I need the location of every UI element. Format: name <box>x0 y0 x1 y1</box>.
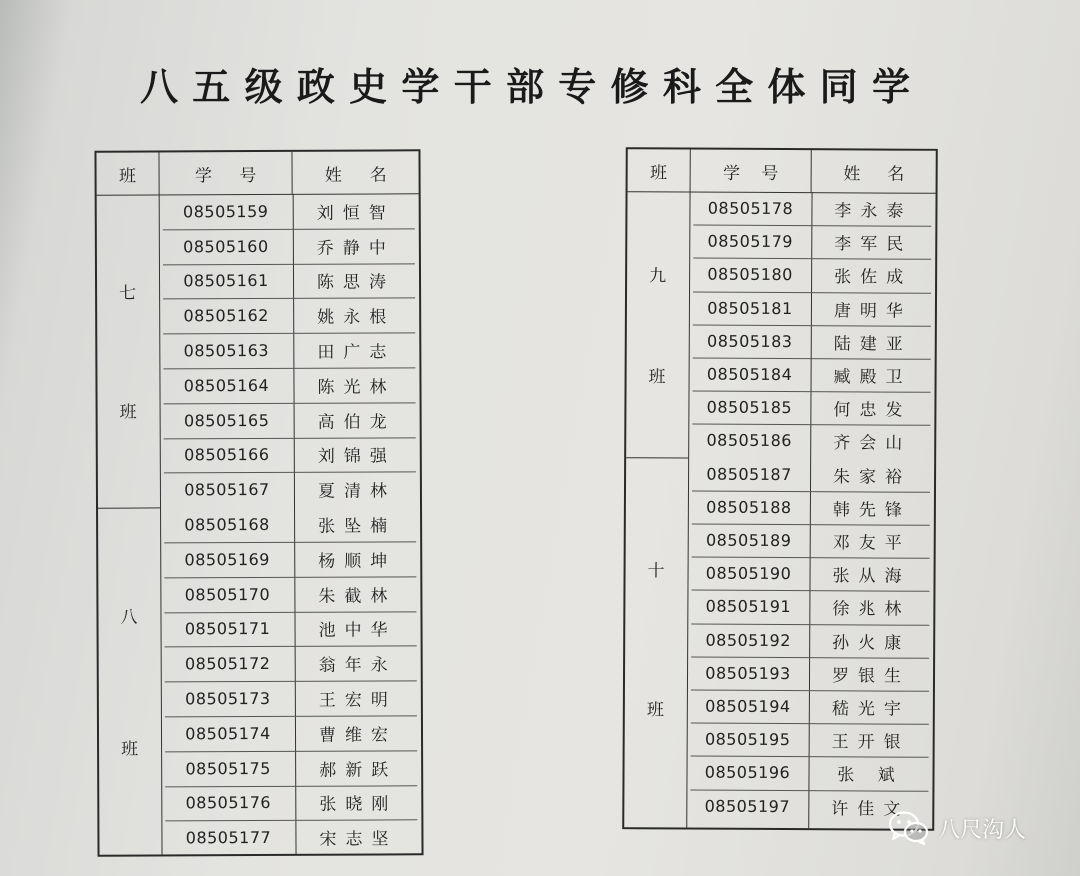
page-title <box>140 58 910 108</box>
title-char: 学 <box>401 63 440 109</box>
header-name <box>293 151 419 194</box>
student-name-cell <box>811 225 935 259</box>
student-name-cell <box>811 358 935 392</box>
header-student-id <box>690 150 812 193</box>
title-char: 同 <box>819 63 858 109</box>
class-group <box>98 508 162 856</box>
student-name: 邓友平 <box>832 533 911 554</box>
student-id: 08505168 <box>184 515 270 535</box>
student-name: 李军民 <box>834 234 913 255</box>
student-id: 08505166 <box>184 445 270 465</box>
class-label-char: 八 <box>120 607 138 628</box>
wechat-icon <box>888 810 930 846</box>
student-name: 韩先锋 <box>832 500 911 521</box>
student-id: 08505196 <box>704 763 791 783</box>
student-id: 08505162 <box>183 306 269 326</box>
roster-table-right <box>622 147 938 831</box>
student-name: 姚永根 <box>317 307 396 329</box>
student-name-cell <box>809 557 933 591</box>
student-name: 李永泰 <box>834 201 913 222</box>
student-id: 08505184 <box>706 364 793 385</box>
title-char: 政 <box>296 63 335 109</box>
student-id: 08505172 <box>184 654 271 674</box>
roster-table-left <box>94 149 423 856</box>
header-student-id-char: 学 <box>722 163 741 184</box>
student-name: 齐会山 <box>833 433 912 455</box>
table-row <box>161 751 295 786</box>
student-name-cell <box>809 657 933 691</box>
student-name: 陈光林 <box>317 377 396 398</box>
student-name-cell <box>810 491 934 525</box>
student-name-cell <box>810 391 934 425</box>
header-class: 班 <box>96 152 159 194</box>
student-name: 陈思涛 <box>316 272 396 294</box>
header-name <box>812 150 936 193</box>
table-row <box>161 716 295 751</box>
table-row <box>687 557 809 591</box>
header-name-char: 名 <box>369 164 387 186</box>
table-row <box>161 820 295 855</box>
student-id: 08505181 <box>707 298 793 318</box>
table-row <box>688 524 810 558</box>
student-id: 08505191 <box>705 597 792 617</box>
table-row <box>689 258 811 292</box>
student-name-cell <box>811 325 935 359</box>
student-name: 唐明华 <box>833 300 912 322</box>
table-row <box>688 424 810 458</box>
table-row <box>686 756 808 790</box>
title-char: 八 <box>140 63 179 109</box>
table-row <box>160 577 294 612</box>
student-name-cell <box>295 750 421 785</box>
student-name: 郝新跃 <box>319 760 398 781</box>
title-char: 部 <box>505 63 544 109</box>
header-name-char: 姓 <box>843 163 861 184</box>
student-name: 嵇光宇 <box>831 699 910 720</box>
student-id: 08505164 <box>183 375 270 396</box>
class-group <box>624 457 688 823</box>
header-student-id-char: 号 <box>761 163 779 184</box>
student-name: 臧殿卫 <box>833 367 912 388</box>
student-name-cell <box>295 785 421 820</box>
student-name-cell <box>810 458 934 492</box>
student-id: 08505195 <box>704 729 791 750</box>
table-row <box>160 611 294 646</box>
table-row <box>688 391 810 425</box>
table-row <box>161 681 295 716</box>
student-name-cell <box>809 591 933 625</box>
student-name: 刘恒智 <box>316 203 395 224</box>
class-group <box>97 194 160 508</box>
table-row <box>687 656 809 690</box>
student-name-cell <box>293 332 419 367</box>
student-name-cell <box>808 757 932 791</box>
table-row <box>687 590 809 624</box>
student-name: 罗银生 <box>831 666 911 687</box>
student-name: 翁年永 <box>318 655 397 677</box>
student-id: 08505185 <box>706 397 793 418</box>
student-id: 08505183 <box>707 331 793 351</box>
student-name-cell <box>810 425 934 459</box>
table-row <box>689 358 811 392</box>
table-row <box>689 192 811 226</box>
table-row <box>160 437 294 472</box>
student-name-cell <box>294 611 420 646</box>
student-id: 08505187 <box>706 464 792 484</box>
student-name-cell <box>295 680 421 715</box>
header-name-char: 名 <box>887 164 905 185</box>
student-id: 08505189 <box>705 530 792 551</box>
student-name: 何忠发 <box>833 400 912 421</box>
student-id: 08505188 <box>706 497 792 517</box>
student-id: 08505159 <box>182 201 269 222</box>
student-name: 陆建亚 <box>833 334 912 355</box>
table-row <box>687 690 809 724</box>
header-student-id-char: 学 <box>194 165 213 186</box>
table-row <box>160 507 294 542</box>
table-header <box>628 149 936 194</box>
student-name: 张坠楠 <box>318 516 397 537</box>
student-id: 08505170 <box>184 584 271 605</box>
student-id: 08505167 <box>184 480 270 500</box>
student-name-cell <box>293 367 419 402</box>
header-class: 班 <box>628 149 691 191</box>
class-label-char: 七 <box>119 283 137 304</box>
student-name-cell <box>809 690 933 724</box>
table-row <box>687 723 809 757</box>
table-row <box>160 472 294 507</box>
student-id: 08505174 <box>185 723 271 744</box>
table-row <box>159 368 293 403</box>
class-label-char: 十 <box>647 561 665 582</box>
class-label-char: 班 <box>648 366 666 387</box>
table-row <box>160 542 294 577</box>
student-name: 杨顺坤 <box>318 551 397 572</box>
title-char: 学 <box>871 63 910 109</box>
title-char: 全 <box>715 63 754 109</box>
student-name-cell <box>293 263 419 298</box>
student-name: 张从海 <box>832 566 911 587</box>
class-group <box>626 191 689 458</box>
student-name-cell <box>811 192 935 226</box>
table-header <box>96 151 418 195</box>
student-name: 张晓刚 <box>319 794 398 816</box>
student-name: 宋志坚 <box>319 829 398 851</box>
student-name-cell <box>295 646 421 681</box>
student-name: 徐兆林 <box>832 599 911 621</box>
student-id: 08505197 <box>704 796 791 816</box>
title-char: 科 <box>662 63 701 109</box>
title-char: 史 <box>349 63 388 109</box>
student-id: 08505178 <box>707 198 794 219</box>
class-label-char: 班 <box>119 402 137 423</box>
student-id: 08505193 <box>705 663 791 683</box>
student-name-cell <box>809 624 933 658</box>
student-name: 张佐成 <box>834 267 913 289</box>
student-id: 08505175 <box>185 758 271 779</box>
student-id: 08505169 <box>184 549 271 570</box>
table-row <box>688 490 810 524</box>
student-name: 王宏明 <box>318 690 397 711</box>
title-char: 五 <box>192 63 231 109</box>
student-name-cell <box>294 402 420 437</box>
student-name-cell <box>295 715 421 750</box>
class-label-char: 九 <box>649 265 667 287</box>
table-row <box>160 403 294 438</box>
student-name-cell <box>293 298 419 333</box>
title-char: 级 <box>244 63 283 109</box>
title-char: 修 <box>610 63 649 109</box>
student-name-cell <box>294 472 420 507</box>
student-name-cell <box>293 193 419 228</box>
table-row <box>159 263 293 298</box>
header-name-char: 姓 <box>324 165 342 186</box>
table-row <box>689 291 811 325</box>
table-row <box>159 333 293 368</box>
student-name: 张 斌 <box>837 765 904 787</box>
student-id: 08505190 <box>705 563 792 584</box>
student-name-cell <box>295 820 421 855</box>
table-row <box>159 229 293 264</box>
student-name-cell <box>294 576 420 611</box>
student-name-cell <box>293 228 419 263</box>
student-id: 08505177 <box>185 828 272 848</box>
student-id: 08505173 <box>185 689 271 709</box>
table-row <box>161 785 295 820</box>
student-id: 08505160 <box>183 236 269 257</box>
table-row <box>686 789 808 823</box>
header-student-id <box>159 152 293 195</box>
student-name: 高伯龙 <box>317 412 396 433</box>
student-id: 08505179 <box>707 231 794 252</box>
header-student-id-char: 号 <box>239 165 257 186</box>
student-name-cell <box>811 259 935 293</box>
title-char: 专 <box>558 63 597 109</box>
student-id: 08505161 <box>183 271 269 291</box>
student-id: 08505165 <box>183 410 270 431</box>
title-char: 干 <box>453 63 492 109</box>
table-row <box>687 623 809 657</box>
student-name: 田广志 <box>317 342 396 363</box>
student-id: 08505176 <box>185 793 272 813</box>
student-name: 朱截林 <box>318 586 397 607</box>
table-row <box>688 457 810 491</box>
table-row <box>159 194 293 229</box>
student-name: 乔静中 <box>316 238 395 259</box>
student-id: 08505180 <box>707 265 793 285</box>
student-name: 池中华 <box>318 620 397 642</box>
student-id: 08505163 <box>183 341 270 361</box>
student-id: 08505192 <box>705 630 791 650</box>
student-name-cell <box>294 506 420 541</box>
student-name-cell <box>809 723 933 757</box>
class-label-char: 班 <box>121 739 139 760</box>
student-name-cell <box>294 437 420 472</box>
watermark-text: 八尺沟人 <box>938 817 1027 843</box>
student-name-cell <box>811 292 935 326</box>
table-row <box>689 324 811 358</box>
table-row <box>689 225 811 259</box>
student-id: 08505194 <box>705 696 791 717</box>
student-name: 孙火康 <box>832 632 911 654</box>
student-name: 曹维宏 <box>318 725 398 746</box>
student-id: 08505171 <box>184 619 271 639</box>
student-name-cell <box>810 524 934 558</box>
student-name: 夏清林 <box>317 481 396 503</box>
student-name: 刘锦强 <box>317 446 396 468</box>
class-label-char: 班 <box>646 700 664 721</box>
table-row <box>159 298 293 333</box>
student-name: 王开银 <box>831 732 910 753</box>
title-char: 体 <box>767 63 806 109</box>
watermark <box>888 810 1026 846</box>
student-name: 朱家裕 <box>833 466 912 488</box>
student-id: 08505186 <box>706 431 793 451</box>
student-name-cell <box>294 541 420 576</box>
student-name: 许佳文 <box>831 798 910 820</box>
table-row <box>161 646 295 681</box>
